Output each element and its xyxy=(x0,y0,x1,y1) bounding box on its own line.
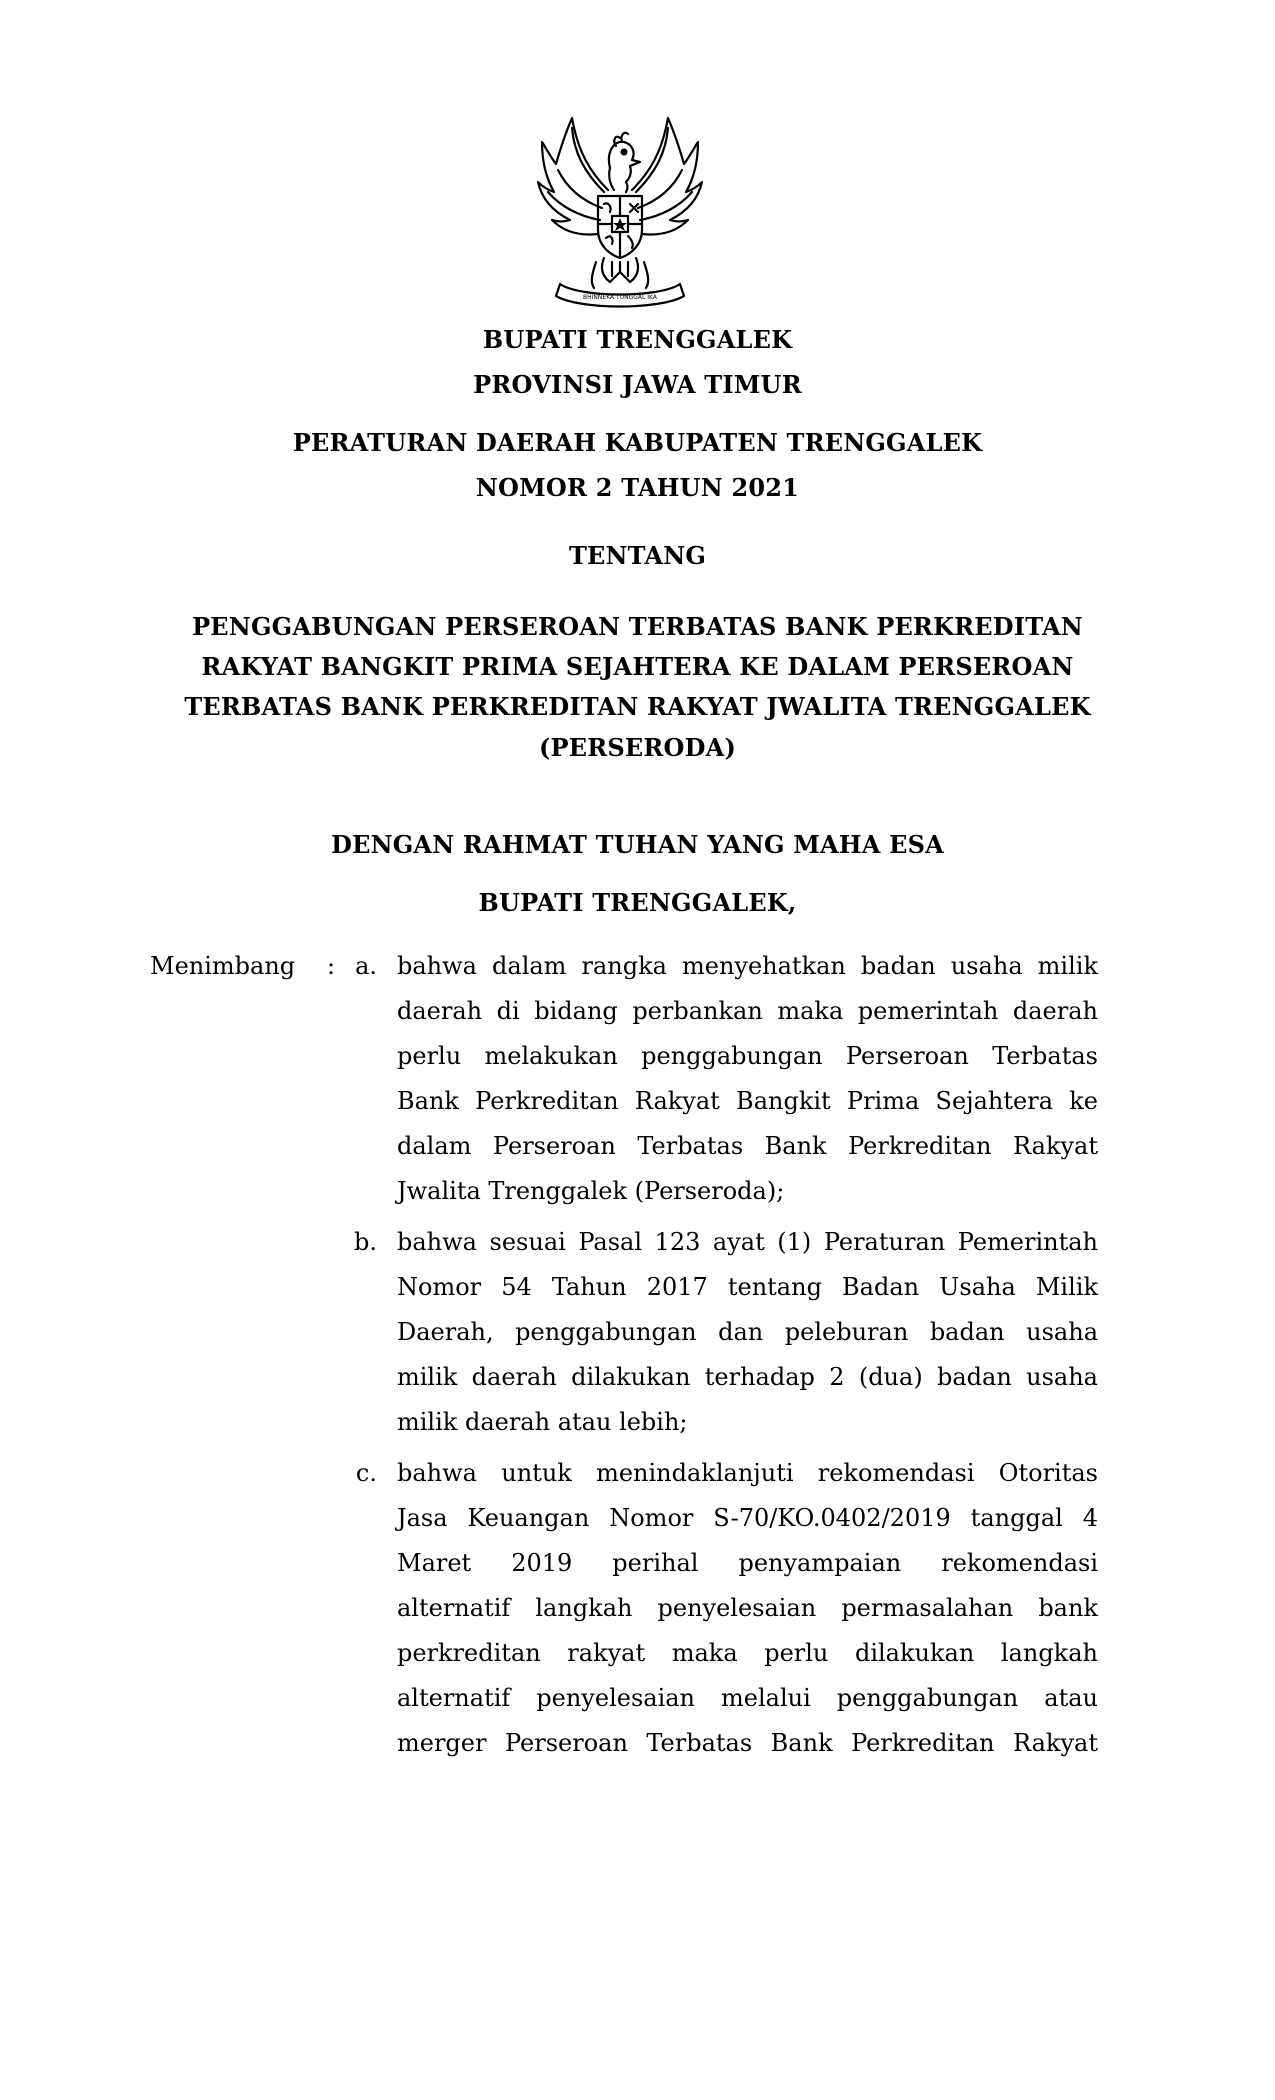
item-a-line: Bank Perkreditan Rakyat Bangkit Prima Sejahtera ke xyxy=(397,1087,1098,1115)
item-b-line: Daerah, penggabungan dan peleburan badan usaha xyxy=(397,1318,1098,1346)
subject-line-3: TERBATAS BANK PERKREDITAN RAKYAT JWALITA TRENGGALEK xyxy=(184,692,1091,721)
office-title: BUPATI TRENGGALEK xyxy=(482,325,793,354)
item-c-line: merger Perseroan Terbatas Bank Perkreditan Rakyat xyxy=(397,1729,1098,1757)
menimbang-label: Menimbang xyxy=(150,952,296,980)
subject-line-1: PENGGABUNGAN PERSEROAN TERBATAS BANK PERKREDITAN xyxy=(192,612,1083,641)
invocation: DENGAN RAHMAT TUHAN YANG MAHA ESA xyxy=(331,830,944,859)
about-heading: TENTANG xyxy=(568,541,707,570)
item-b-line: bahwa sesuai Pasal 123 ayat (1) Peraturan Pemerintah xyxy=(397,1228,1098,1256)
item-b-text xyxy=(397,1220,1098,1445)
subject-line-4: (PERSERODA) xyxy=(538,733,737,762)
item-a-line: Jwalita Trenggalek (Perseroda); xyxy=(397,1177,785,1205)
item-c-letter: c. xyxy=(355,1459,377,1487)
menimbang-colon: : xyxy=(327,952,336,980)
item-b-line: Nomor 54 Tahun 2017 tentang Badan Usaha Milik xyxy=(397,1273,1098,1301)
item-a-line: perlu melakukan penggabungan Perseroan Terbatas xyxy=(397,1042,1098,1070)
item-a-line: dalam Perseroan Terbatas Bank Perkreditan Rakyat xyxy=(397,1132,1098,1160)
item-b-letter: b. xyxy=(354,1228,377,1256)
item-c-line: alternatif penyelesaian melalui penggabungan atau xyxy=(397,1684,1098,1712)
item-c-line: alternatif langkah penyelesaian permasalahan bank xyxy=(397,1594,1098,1622)
province-title: PROVINSI JAWA TIMUR xyxy=(473,370,802,399)
signatory: BUPATI TRENGGALEK, xyxy=(478,888,797,917)
subject-line-2: RAKYAT BANGKIT PRIMA SEJAHTERA KE DALAM PERSEROAN xyxy=(201,652,1074,681)
item-c-line: Maret 2019 perihal penyampaian rekomendasi xyxy=(397,1549,1098,1577)
item-a-line: bahwa dalam rangka menyehatkan badan usaha milik xyxy=(397,952,1098,980)
item-a-line: daerah di bidang perbankan maka pemerintah daerah xyxy=(397,997,1098,1025)
item-a-letter: a. xyxy=(355,952,377,980)
item-c-line: Jasa Keuangan Nomor S-70/KO.0402/2019 tanggal 4 xyxy=(397,1504,1098,1532)
svg-text:BHINNEKA TUNGGAL IKA: BHINNEKA TUNGGAL IKA xyxy=(583,294,657,301)
item-c-line: bahwa untuk menindaklanjuti rekomendasi Otoritas xyxy=(397,1459,1098,1487)
item-b-line: milik daerah dilakukan terhadap 2 (dua) badan usaha xyxy=(397,1363,1098,1391)
regulation-number: NOMOR 2 TAHUN 2021 xyxy=(475,473,800,502)
item-a-text xyxy=(397,944,1098,1214)
item-c-line: perkreditan rakyat maka perlu dilakukan langkah xyxy=(397,1639,1098,1667)
item-c-text xyxy=(397,1451,1098,1766)
regulation-title: PERATURAN DAERAH KABUPATEN TRENGGALEK xyxy=(292,428,983,457)
item-b-line: milik daerah atau lebih; xyxy=(397,1408,688,1436)
garuda-pancasila-emblem xyxy=(520,112,720,312)
